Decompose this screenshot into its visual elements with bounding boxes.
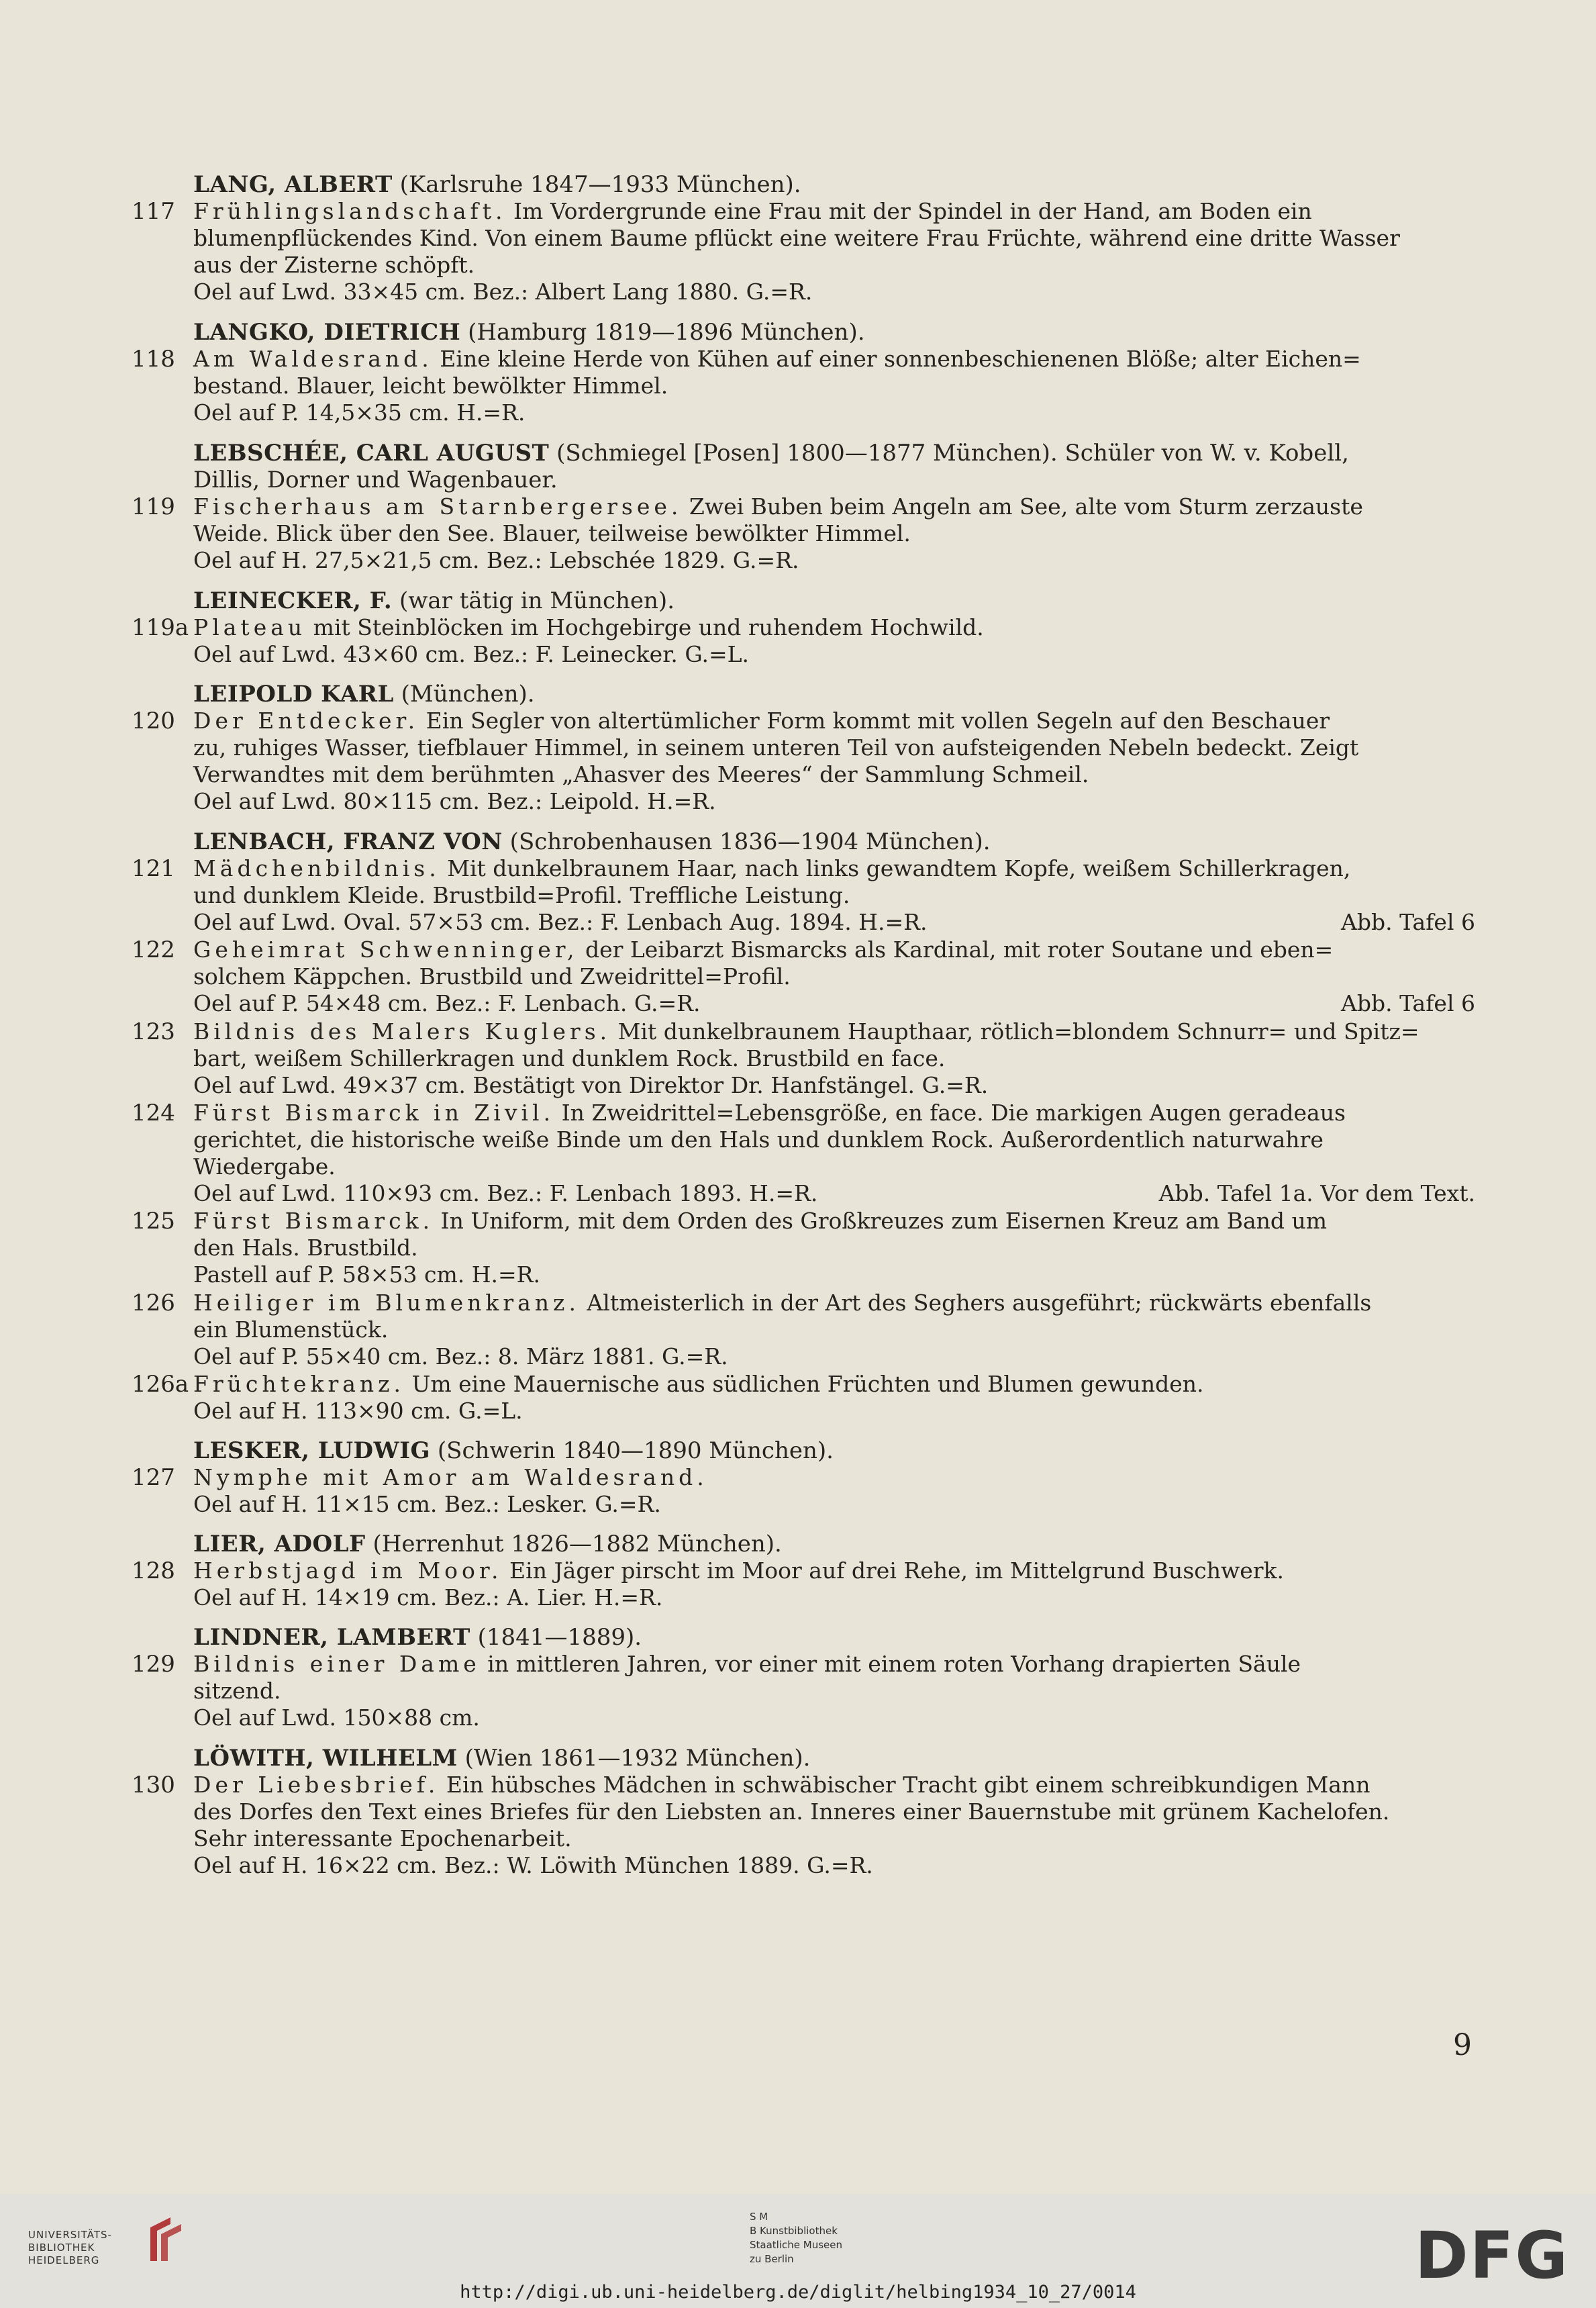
entry-medium-size (193, 1398, 1492, 1425)
entry-title: Fürst Bismarck. (193, 1208, 434, 1235)
artist-name: LINDNER, LAMBERT (193, 1624, 470, 1651)
entry-title: Frühlingslandschaft. (193, 198, 507, 225)
medium-dimensions: Oel auf H. 14×19 cm. Bez.: A. Lier. H.=R. (193, 1584, 663, 1611)
entry-description-line: den Hals. Brustbild. (193, 1235, 418, 1261)
entry-medium-size (193, 1180, 1492, 1207)
artist-life-dates: (Wien 1861—1932 München). (457, 1744, 811, 1772)
entry-title: Mädchenbildnis. (193, 855, 440, 882)
entry-medium-size (193, 1852, 1492, 1879)
lot-number: 123 (132, 1018, 175, 1045)
entry-title: Am Waldesrand. (193, 346, 433, 373)
medium-dimensions: Oel auf H. 113×90 cm. G.=L. (193, 1397, 523, 1424)
artist-name: LIER, ADOLF (193, 1530, 366, 1557)
sm-line: Staatliche Museen (750, 2239, 842, 2251)
artist-name: LEBSCHÉE, CARL AUGUST (193, 439, 550, 467)
entry-description: mit Steinblöcken im Hochgebirge und ruhendem Hochwild. (306, 614, 984, 640)
sm-line: S M (750, 2211, 768, 2223)
entry-title: Fürst Bismarck in Zivil. (193, 1099, 555, 1126)
dfg-logo: DFG (1415, 2218, 1570, 2293)
entry-description-line: blumenpflückendes Kind. Von einem Baume pflückt eine weitere Frau Früchte, während eine dritte Wasser (193, 225, 1400, 252)
entry-description-line: bart, weißem Schillerkragen und dunklem Rock. Brustbild en face. (193, 1045, 946, 1071)
entry-description-line: des Dorfes den Text eines Briefes für den Liebsten an. Inneres einer Bauernstube mit grünem Kachelofen. (193, 1798, 1390, 1825)
lot-number: 126a (132, 1370, 189, 1398)
lot-number: 129 (132, 1651, 175, 1678)
entry-text (193, 855, 1492, 936)
lot-number: 120 (132, 708, 175, 735)
entry-description: Mit dunkelbraunem Haar, nach links gewandtem Kopfe, weißem Schillerkragen, (440, 855, 1351, 882)
plate-reference: Abb. Tafel 6 (1341, 990, 1475, 1017)
artist-life-dates: (Herrenhut 1826—1882 München). (365, 1530, 782, 1557)
entry-text (193, 1371, 1492, 1425)
entry-text (193, 1464, 1492, 1518)
entry-description-line: Verwandtes mit dem berühmten „Ahasver des Meeres“ der Sammlung Schmeil. (193, 761, 1089, 788)
plate-reference: Abb. Tafel 1a. Vor dem Text. (1158, 1180, 1475, 1206)
artist-name: LÖWITH, WILHELM (193, 1744, 458, 1772)
medium-dimensions: Pastell auf P. 58×53 cm. H.=R. (193, 1261, 540, 1288)
entry-line (193, 1464, 1492, 1491)
entry-medium-size (193, 279, 1492, 305)
entry-title: Heiliger im Blumenkranz. (193, 1289, 580, 1316)
entry-title: Früchtekranz. (193, 1370, 405, 1397)
artist-teachers: Dillis, Dorner und Wagenbauer. (193, 466, 558, 493)
entry-medium-size (193, 1491, 1492, 1518)
entry-description-line: ein Blumenstück. (193, 1316, 389, 1343)
entry-description-line: Sehr interessante Epochenarbeit. (193, 1825, 572, 1852)
page-number: 9 (1453, 2028, 1472, 2062)
entry-description-line: bestand. Blauer, leicht bewölkter Himmel. (193, 373, 668, 399)
entry-text (193, 1772, 1492, 1879)
entry-line (193, 614, 1492, 641)
artist-heading (193, 171, 1492, 198)
lot-number: 119 (132, 493, 175, 521)
artist-life-dates: (München). (393, 680, 535, 708)
entry-text (193, 936, 1492, 1017)
entry-text (193, 1100, 1492, 1207)
artist-heading (193, 587, 1492, 614)
entry-text (193, 1557, 1492, 1611)
lot-number: 117 (132, 198, 175, 226)
artist-heading (193, 1624, 1492, 1651)
artist-life-dates: (Schwerin 1840—1890 München). (430, 1437, 834, 1464)
artist-heading (193, 440, 1492, 493)
entry-description-line: aus der Zisterne schöpft. (193, 252, 475, 279)
entry-description-line: solchem Käppchen. Brustbild und Zweidrittel=Profil. (193, 963, 791, 990)
entry-line (193, 1290, 1492, 1316)
entry-description: Mit dunkelbraunem Haupthaar, rötlich=blondem Schnurr= und Spitz= (611, 1018, 1419, 1045)
entry-description-line: und dunklem Kleide. Brustbild=Profil. Treffliche Leistung. (193, 882, 850, 909)
entry-description-line: gerichtet, die historische weiße Binde um den Hals und dunklem Rock. Außerordentlich naturwahre (193, 1126, 1324, 1153)
artist-life-dates: (1841—1889). (470, 1624, 642, 1651)
entry-medium-size (193, 1261, 1492, 1288)
artist-heading (193, 828, 1492, 855)
artist-name: LANGKO, DIETRICH (193, 319, 461, 346)
entry-text (193, 1018, 1492, 1099)
entry-text (193, 1651, 1492, 1731)
artist-name: LESKER, LUDWIG (193, 1437, 431, 1464)
entry-title: Nymphe mit Amor am Waldesrand. (193, 1464, 708, 1490)
entry-line (193, 1208, 1492, 1235)
entry-line (193, 1100, 1492, 1126)
entry-text (193, 1290, 1492, 1370)
artist-heading (193, 1531, 1492, 1557)
lot-number: 122 (132, 936, 175, 964)
entry-text (193, 198, 1492, 305)
entry-medium-size (193, 1343, 1492, 1370)
entry-description: Ein hübsches Mädchen in schwäbischer Tracht gibt einem schreibkundigen Mann (439, 1772, 1370, 1798)
entry-title: Bildnis einer Dame (193, 1651, 481, 1678)
lot-number: 118 (132, 346, 175, 373)
lot-number: 124 (132, 1099, 175, 1126)
artist-name: LANG, ALBERT (193, 171, 393, 198)
footer-bar (0, 2194, 1596, 2308)
artist-heading (193, 319, 1492, 346)
entry-description: der Leibarzt Bismarcks als Kardinal, mit roter Soutane und eben= (578, 936, 1334, 963)
lot-number: 130 (132, 1772, 175, 1798)
entry-description: Ein Jäger pirscht im Moor auf drei Rehe, im Mittelgrund Buschwerk. (502, 1557, 1285, 1584)
entry-description-line: sitzend. (193, 1678, 281, 1704)
entry-line (193, 493, 1492, 520)
lot-number: 125 (132, 1208, 175, 1235)
entry-line (193, 936, 1492, 963)
medium-dimensions: Oel auf Lwd. 150×88 cm. (193, 1704, 480, 1731)
sm-kunstbibliothek-label (750, 2210, 911, 2266)
entry-line (193, 1772, 1492, 1798)
source-url-link[interactable]: http://digi.ub.uni-heidelberg.de/diglit/helbing1934_10_27/0014 (460, 2282, 1136, 2303)
entry-description: Im Vordergrunde eine Frau mit der Spindel in der Hand, am Boden ein (506, 198, 1312, 225)
lot-number: 119a (132, 614, 189, 641)
entry-description-line: Wiedergabe. (193, 1153, 336, 1180)
university-logo-icon (144, 2214, 191, 2268)
entry-text (193, 708, 1492, 815)
entry-medium-size (193, 399, 1492, 426)
entry-description: in mittleren Jahren, vor einer mit einem roten Vorhang drapierten Säule (480, 1651, 1301, 1678)
entry-medium-size (193, 1704, 1492, 1731)
lot-number: 128 (132, 1557, 175, 1585)
entry-medium-size (193, 1072, 1492, 1099)
entry-text (193, 493, 1492, 574)
medium-dimensions: Oel auf P. 54×48 cm. Bez.: F. Lenbach. G.=R. (193, 990, 701, 1017)
entry-line (193, 198, 1492, 225)
medium-dimensions: Oel auf H. 27,5×21,5 cm. Bez.: Lebschée 1829. G.=R. (193, 547, 799, 574)
entry-text (193, 1208, 1492, 1288)
entry-medium-size (193, 1584, 1492, 1611)
entry-line (193, 855, 1492, 882)
medium-dimensions: Oel auf H. 11×15 cm. Bez.: Lesker. G.=R. (193, 1491, 661, 1517)
entry-medium-size (193, 788, 1492, 815)
entry-description-line: Weide. Blick über den See. Blauer, teilweise bewölkter Himmel. (193, 520, 911, 547)
entry-line (193, 1371, 1492, 1398)
artist-life-dates: (war tätig in München). (392, 587, 675, 614)
entry-line (193, 1018, 1492, 1045)
plate-reference: Abb. Tafel 6 (1341, 909, 1475, 936)
artist-life-dates: (Hamburg 1819—1896 München). (460, 319, 865, 346)
artist-life-dates: (Schrobenhausen 1836—1904 München). (502, 828, 991, 855)
entry-description: Ein Segler von altertümlicher Form kommt mit vollen Segeln auf den Beschauer (419, 708, 1330, 734)
entry-medium-size (193, 909, 1492, 936)
entry-line (193, 1651, 1492, 1678)
medium-dimensions: Oel auf Lwd. 80×115 cm. Bez.: Leipold. H.=R. (193, 788, 716, 815)
sm-line: zu Berlin (750, 2253, 794, 2265)
entry-text (193, 346, 1492, 426)
university-label-line: HEIDELBERG (28, 2254, 100, 2266)
entry-title: Plateau (193, 614, 307, 640)
medium-dimensions: Oel auf Lwd. 110×93 cm. Bez.: F. Lenbach 1893. H.=R. (193, 1180, 818, 1206)
medium-dimensions: Oel auf Lwd. 43×60 cm. Bez.: F. Leinecker. G.=L. (193, 641, 750, 667)
entry-medium-size (193, 547, 1492, 574)
entry-title: Geheimrat Schwenninger, (193, 936, 579, 963)
university-label-line: UNIVERSITÄTS- (28, 2229, 112, 2241)
entry-title: Der Entdecker. (193, 708, 419, 734)
entry-title: Fischerhaus am Starnbergersee. (193, 493, 683, 520)
lot-number: 121 (132, 855, 175, 883)
entry-title: Bildnis des Malers Kuglers. (193, 1018, 611, 1045)
lot-number: 127 (132, 1464, 175, 1491)
artist-name: LENBACH, FRANZ VON (193, 828, 503, 855)
entry-description: Eine kleine Herde von Kühen auf einer sonnenbeschienenen Blöße; alter Eichen= (432, 346, 1361, 373)
entry-title: Der Liebesbrief. (193, 1772, 440, 1798)
entry-description: Altmeisterlich in der Art des Seghers ausgeführt; rückwärts ebenfalls (579, 1289, 1372, 1316)
medium-dimensions: Oel auf H. 16×22 cm. Bez.: W. Löwith München 1889. G.=R. (193, 1852, 873, 1878)
artist-heading (193, 681, 1492, 708)
entry-description: In Zweidrittel=Lebensgröße, en face. Die markigen Augen geradeaus (554, 1099, 1346, 1126)
entry-text (193, 614, 1492, 668)
entry-description: Zwei Buben beim Angeln am See, alte vom Sturm zerzauste (682, 493, 1363, 520)
medium-dimensions: Oel auf Lwd. 33×45 cm. Bez.: Albert Lang 1880. G.=R. (193, 279, 813, 305)
artist-heading (193, 1745, 1492, 1772)
entry-description: In Uniform, mit dem Orden des Großkreuzes zum Eisernen Kreuz am Band um (434, 1208, 1328, 1235)
medium-dimensions: Oel auf Lwd. 49×37 cm. Bestätigt von Direktor Dr. Hanfstängel. G.=R. (193, 1071, 989, 1098)
entry-medium-size (193, 641, 1492, 668)
lot-number: 126 (132, 1289, 175, 1316)
artist-heading (193, 1437, 1492, 1464)
artist-life-dates: (Karlsruhe 1847—1933 München). (392, 171, 801, 198)
medium-dimensions: Oel auf P. 55×40 cm. Bez.: 8. März 1881. G.=R. (193, 1343, 728, 1369)
sm-line: B Kunstbibliothek (750, 2225, 838, 2237)
entry-title: Herbstjagd im Moor. (193, 1557, 503, 1584)
university-label-line: BIBLIOTHEK (28, 2242, 95, 2254)
entry-line (193, 346, 1492, 373)
university-library-label (28, 2229, 149, 2267)
artist-name: LEIPOLD KARL (193, 680, 394, 708)
medium-dimensions: Oel auf Lwd. Oval. 57×53 cm. Bez.: F. Lenbach Aug. 1894. H.=R. (193, 909, 928, 936)
entry-description-line: zu, ruhiges Wasser, tiefblauer Himmel, in seinem unteren Teil von aufsteigenden Nebeln bedeckt. Zeigt (193, 734, 1359, 761)
artist-name: LEINECKER, F. (193, 587, 393, 614)
entry-medium-size (193, 990, 1492, 1017)
medium-dimensions: Oel auf P. 14,5×35 cm. H.=R. (193, 399, 526, 426)
entry-line (193, 1557, 1492, 1584)
entry-description: Um eine Mauernische aus südlichen Früchten und Blumen gewunden. (405, 1370, 1204, 1397)
entry-line (193, 708, 1492, 734)
artist-life-dates: (Schmiegel [Posen] 1800—1877 München). Schüler von W. v. Kobell, (549, 439, 1349, 467)
